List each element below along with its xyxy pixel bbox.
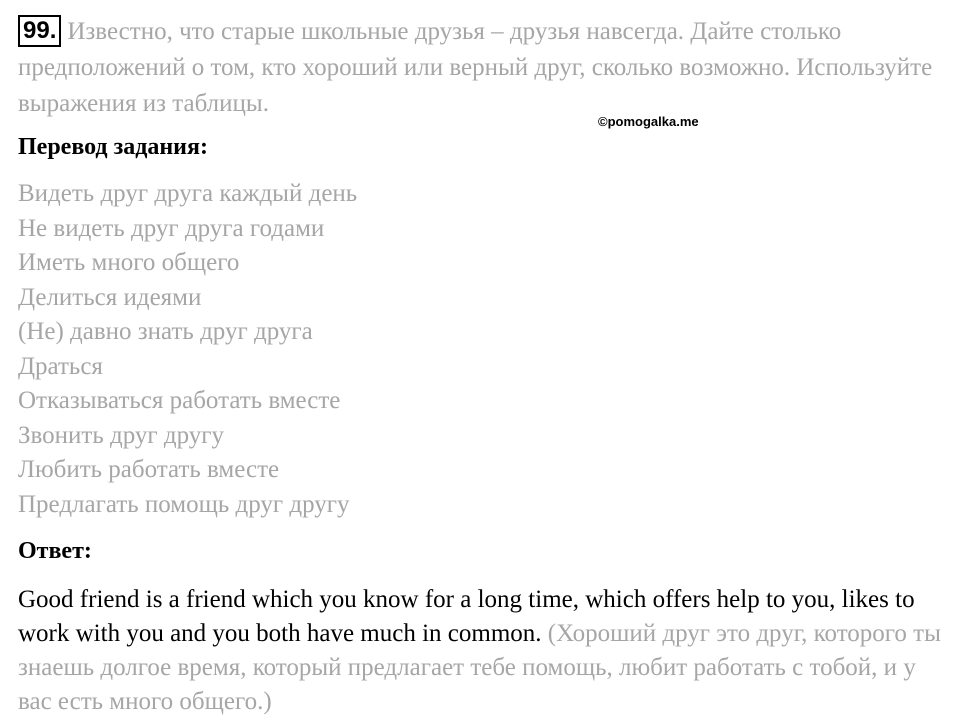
phrase-item: Иметь много общего <box>18 249 240 276</box>
phrase-item: Драться <box>18 352 103 380</box>
phrase-item: Делиться идеями <box>18 283 202 311</box>
phrase-item: Звонить друг другу <box>18 421 225 449</box>
phrase-item: Не видеть друг друга годами <box>18 214 325 242</box>
translation-heading: Перевод задания: <box>18 134 208 160</box>
answer-paragraph <box>18 583 948 719</box>
answer-english: Good friend is a friend which you know for a long time, which offers help to you, likes to work with you and you both have much in common. <box>18 586 915 647</box>
task-number: 99. <box>18 15 61 47</box>
answer-heading: Ответ: <box>18 538 92 564</box>
phrase-list <box>18 177 357 522</box>
phrase-item: (Не) давно знать друг друга <box>18 318 313 345</box>
phrase-item: Видеть друг друга каждый день <box>18 180 358 207</box>
document-page <box>18 14 948 122</box>
answer-russian: (Хороший друг это друг, которого ты знаешь долгое время, который предлагает тебе помощь, любит работать с тобой, и у вас есть много общего.) <box>18 620 941 715</box>
phrase-item: Отказываться работать вместе <box>18 387 341 414</box>
watermark: ©pomogalka.me <box>598 114 699 129</box>
phrase-item: Предлагать помощь друг другу <box>18 490 350 518</box>
task-block <box>18 14 948 122</box>
task-text: Известно, что старые школьные друзья – друзья навсегда. Дайте столько предположений о том, кто хороший или верный друг, сколько возможно. Используйте выражения из таблицы. <box>18 18 933 117</box>
phrase-item: Любить работать вместе <box>18 456 280 483</box>
